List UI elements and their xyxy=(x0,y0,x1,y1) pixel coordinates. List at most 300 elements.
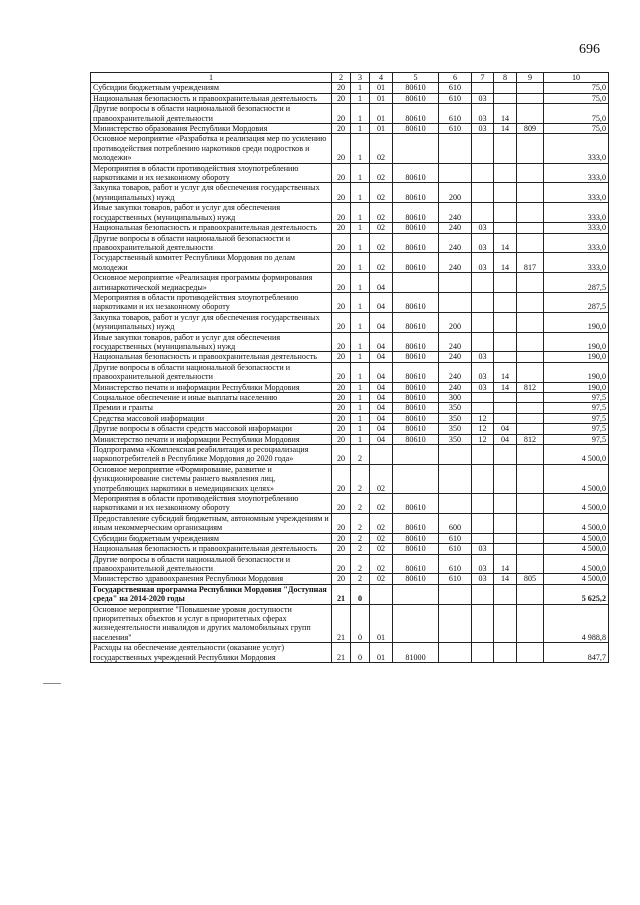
column-header: 4 xyxy=(370,73,393,83)
subdivision-code-cell xyxy=(494,533,517,543)
section-code-cell: 20 xyxy=(332,312,351,332)
target-code-cell: 80610 xyxy=(393,163,439,183)
division-code-cell: 03 xyxy=(472,104,494,124)
amount-cell: 190,0 xyxy=(544,382,609,392)
section-code-cell: 20 xyxy=(332,332,351,352)
subdivision-code-cell: 14 xyxy=(494,554,517,574)
subdivision-code-cell xyxy=(494,134,517,163)
expense-type-cell xyxy=(439,494,472,514)
division-code-cell: 03 xyxy=(472,544,494,554)
amount-cell: 190,0 xyxy=(544,332,609,352)
ministry-code-cell xyxy=(517,533,544,543)
division-code-cell: 12 xyxy=(472,434,494,444)
target-code-cell xyxy=(393,604,439,643)
expense-type-cell: 610 xyxy=(439,124,472,134)
subdivision-code-cell xyxy=(494,163,517,183)
expense-type-cell: 610 xyxy=(439,574,472,584)
table-row xyxy=(91,554,609,574)
column-header: 6 xyxy=(439,73,472,83)
ministry-code-cell xyxy=(517,312,544,332)
table-row xyxy=(91,273,609,293)
section-code-cell: 20 xyxy=(332,445,351,465)
table-row xyxy=(91,584,609,604)
item-name-cell: Министерство печати и информации Республики Мордовия xyxy=(91,434,332,444)
amount-cell: 287,5 xyxy=(544,273,609,293)
target-code-cell: 80610 xyxy=(393,292,439,312)
item-name-cell: Другие вопросы в области национальной безопасности и правоохранительной деятельности xyxy=(91,233,332,253)
column-header: 1 xyxy=(91,73,332,83)
target-code-cell: 80610 xyxy=(393,434,439,444)
margin-mark xyxy=(43,683,61,684)
target-code-cell xyxy=(393,273,439,293)
division-code-cell: 03 xyxy=(472,124,494,134)
division-code-cell: 03 xyxy=(472,233,494,253)
subdivision-code-cell: 04 xyxy=(494,434,517,444)
section-code-cell: 20 xyxy=(332,403,351,413)
expense-type-cell: 610 xyxy=(439,554,472,574)
target-code-cell: 80610 xyxy=(393,104,439,124)
expense-type-cell: 350 xyxy=(439,434,472,444)
division-code-cell xyxy=(472,403,494,413)
amount-cell: 190,0 xyxy=(544,312,609,332)
table-header-row xyxy=(91,73,609,83)
subdivision-code-cell xyxy=(494,223,517,233)
target-code-cell: 80610 xyxy=(393,352,439,362)
item-code-cell: 02 xyxy=(370,163,393,183)
expense-type-cell xyxy=(439,273,472,293)
ministry-code-cell xyxy=(517,544,544,554)
item-code-cell: 02 xyxy=(370,494,393,514)
ministry-code-cell xyxy=(517,445,544,465)
table-row xyxy=(91,604,609,643)
item-name-cell: Основное мероприятие "Повышение уровня доступности приоритетных объектов и услуг в приоритетных сферах жизнедеятельности инвалидов и других маломобильных групп населения" xyxy=(91,604,332,643)
item-name-cell: Другие вопросы в области национальной безопасности и правоохранительной деятельности xyxy=(91,554,332,574)
expense-type-cell: 240 xyxy=(439,382,472,392)
ministry-code-cell: 817 xyxy=(517,253,544,273)
expense-type-cell xyxy=(439,292,472,312)
ministry-code-cell xyxy=(517,93,544,103)
target-code-cell: 80610 xyxy=(393,253,439,273)
ministry-code-cell xyxy=(517,554,544,574)
subdivision-code-cell xyxy=(494,93,517,103)
section-code-cell: 20 xyxy=(332,352,351,362)
amount-cell: 4 500,0 xyxy=(544,464,609,493)
section-code-cell: 20 xyxy=(332,203,351,223)
expense-type-cell xyxy=(439,134,472,163)
subsection-code-cell: 2 xyxy=(351,574,370,584)
section-code-cell: 20 xyxy=(332,104,351,124)
division-code-cell xyxy=(472,134,494,163)
subdivision-code-cell xyxy=(494,584,517,604)
target-code-cell: 80610 xyxy=(393,312,439,332)
ministry-code-cell xyxy=(517,352,544,362)
section-code-cell: 20 xyxy=(332,163,351,183)
expense-type-cell: 350 xyxy=(439,403,472,413)
target-code-cell: 80610 xyxy=(393,332,439,352)
subdivision-code-cell xyxy=(494,544,517,554)
section-code-cell: 20 xyxy=(332,464,351,493)
item-name-cell: Государственная программа Республики Мордовия "Доступная среда" на 2014-2020 годы xyxy=(91,584,332,604)
item-code-cell: 04 xyxy=(370,312,393,332)
section-code-cell: 20 xyxy=(332,233,351,253)
ministry-code-cell xyxy=(517,332,544,352)
ministry-code-cell xyxy=(517,233,544,253)
item-code-cell: 02 xyxy=(370,533,393,543)
item-name-cell: Другие вопросы в области средств массовой информации xyxy=(91,424,332,434)
item-name-cell: Иные закупки товаров, работ и услуг для обеспечения государственных (муниципальных) нужд xyxy=(91,203,332,223)
item-name-cell: Предоставление субсидий бюджетным, автономным учреждениям и иным некоммерческим организациям xyxy=(91,513,332,533)
subsection-code-cell: 1 xyxy=(351,203,370,223)
subsection-code-cell: 1 xyxy=(351,403,370,413)
item-name-cell: Основное мероприятие «Формирование, развитие и функционирование системы раннего выявления лиц, употребляющих наркотики в немедицинских целях» xyxy=(91,464,332,493)
amount-cell: 4 500,0 xyxy=(544,544,609,554)
ministry-code-cell xyxy=(517,604,544,643)
item-code-cell: 02 xyxy=(370,554,393,574)
amount-cell: 847,7 xyxy=(544,643,609,663)
item-name-cell: Министерство образования Республики Мордовия xyxy=(91,124,332,134)
item-code-cell: 02 xyxy=(370,253,393,273)
expense-type-cell: 610 xyxy=(439,544,472,554)
division-code-cell: 03 xyxy=(472,93,494,103)
ministry-code-cell xyxy=(517,393,544,403)
table-row xyxy=(91,494,609,514)
division-code-cell: 03 xyxy=(472,554,494,574)
amount-cell: 333,0 xyxy=(544,163,609,183)
division-code-cell xyxy=(472,163,494,183)
target-code-cell: 80610 xyxy=(393,403,439,413)
section-code-cell: 20 xyxy=(332,413,351,423)
subdivision-code-cell xyxy=(494,464,517,493)
column-header: 7 xyxy=(472,73,494,83)
subsection-code-cell: 1 xyxy=(351,183,370,203)
subdivision-code-cell xyxy=(494,413,517,423)
table-row xyxy=(91,183,609,203)
subdivision-code-cell xyxy=(494,83,517,93)
division-code-cell xyxy=(472,584,494,604)
section-code-cell: 20 xyxy=(332,124,351,134)
ministry-code-cell xyxy=(517,413,544,423)
amount-cell: 333,0 xyxy=(544,253,609,273)
target-code-cell: 80610 xyxy=(393,393,439,403)
subsection-code-cell: 1 xyxy=(351,434,370,444)
subdivision-code-cell: 14 xyxy=(494,233,517,253)
subdivision-code-cell: 14 xyxy=(494,124,517,134)
subdivision-code-cell xyxy=(494,643,517,663)
amount-cell: 75,0 xyxy=(544,104,609,124)
division-code-cell: 03 xyxy=(472,574,494,584)
item-name-cell: Основное мероприятие «Реализация программы формирования антинаркотической медиасреды» xyxy=(91,273,332,293)
table-row xyxy=(91,413,609,423)
table-row xyxy=(91,643,609,663)
subdivision-code-cell: 04 xyxy=(494,424,517,434)
section-code-cell: 20 xyxy=(332,362,351,382)
table-row xyxy=(91,424,609,434)
subsection-code-cell: 1 xyxy=(351,93,370,103)
item-name-cell: Субсидии бюджетным учреждениям xyxy=(91,533,332,543)
subdivision-code-cell xyxy=(494,393,517,403)
section-code-cell: 20 xyxy=(332,93,351,103)
subsection-code-cell: 1 xyxy=(351,393,370,403)
target-code-cell: 80610 xyxy=(393,554,439,574)
table-row xyxy=(91,233,609,253)
item-code-cell: 04 xyxy=(370,413,393,423)
expense-type-cell: 610 xyxy=(439,104,472,124)
section-code-cell: 20 xyxy=(332,424,351,434)
target-code-cell: 80610 xyxy=(393,362,439,382)
subdivision-code-cell xyxy=(494,273,517,293)
target-code-cell: 80610 xyxy=(393,424,439,434)
division-code-cell: 12 xyxy=(472,413,494,423)
section-code-cell: 20 xyxy=(332,393,351,403)
item-name-cell: Национальная безопасность и правоохранительная деятельность xyxy=(91,352,332,362)
amount-cell: 333,0 xyxy=(544,134,609,163)
expense-type-cell: 200 xyxy=(439,312,472,332)
ministry-code-cell: 805 xyxy=(517,574,544,584)
item-name-cell: Министерство здравоохранения Республики Мордовия xyxy=(91,574,332,584)
subsection-code-cell: 1 xyxy=(351,382,370,392)
division-code-cell xyxy=(472,445,494,465)
subdivision-code-cell: 14 xyxy=(494,253,517,273)
ministry-code-cell xyxy=(517,424,544,434)
column-header: 9 xyxy=(517,73,544,83)
ministry-code-cell xyxy=(517,494,544,514)
target-code-cell: 80610 xyxy=(393,533,439,543)
item-name-cell: Основное мероприятие «Разработка и реализация мер по усилению противодействия потреблению наркотиков среди подростков и молодежи» xyxy=(91,134,332,163)
subdivision-code-cell: 14 xyxy=(494,382,517,392)
item-code-cell: 01 xyxy=(370,93,393,103)
subsection-code-cell: 2 xyxy=(351,513,370,533)
amount-cell: 333,0 xyxy=(544,183,609,203)
table-row xyxy=(91,544,609,554)
item-name-cell: Закупка товаров, работ и услуг для обеспечения государственных (муниципальных) нужд xyxy=(91,312,332,332)
subsection-code-cell: 1 xyxy=(351,413,370,423)
expense-type-cell: 610 xyxy=(439,93,472,103)
expense-type-cell: 240 xyxy=(439,362,472,382)
subsection-code-cell: 1 xyxy=(351,83,370,93)
table-row xyxy=(91,464,609,493)
subdivision-code-cell xyxy=(494,312,517,332)
section-code-cell: 20 xyxy=(332,494,351,514)
section-code-cell: 20 xyxy=(332,83,351,93)
amount-cell: 333,0 xyxy=(544,203,609,223)
item-code-cell: 04 xyxy=(370,273,393,293)
table-row xyxy=(91,362,609,382)
column-header: 2 xyxy=(332,73,351,83)
item-code-cell: 01 xyxy=(370,83,393,93)
amount-cell: 190,0 xyxy=(544,352,609,362)
amount-cell: 97,5 xyxy=(544,413,609,423)
section-code-cell: 20 xyxy=(332,253,351,273)
target-code-cell: 80610 xyxy=(393,544,439,554)
expense-type-cell: 240 xyxy=(439,233,472,253)
expense-type-cell xyxy=(439,584,472,604)
item-code-cell: 04 xyxy=(370,352,393,362)
expense-type-cell: 240 xyxy=(439,332,472,352)
subsection-code-cell: 1 xyxy=(351,223,370,233)
ministry-code-cell xyxy=(517,403,544,413)
subsection-code-cell: 1 xyxy=(351,362,370,382)
section-code-cell: 20 xyxy=(332,134,351,163)
subsection-code-cell: 2 xyxy=(351,494,370,514)
division-code-cell xyxy=(472,273,494,293)
item-name-cell: Мероприятия в области противодействия злоупотреблению наркотиками и их незаконному обороту xyxy=(91,494,332,514)
table-row xyxy=(91,574,609,584)
table-row xyxy=(91,83,609,93)
subdivision-code-cell xyxy=(494,292,517,312)
item-code-cell: 04 xyxy=(370,393,393,403)
table-row xyxy=(91,312,609,332)
division-code-cell xyxy=(472,604,494,643)
subdivision-code-cell xyxy=(494,494,517,514)
subdivision-code-cell: 14 xyxy=(494,104,517,124)
ministry-code-cell xyxy=(517,203,544,223)
item-code-cell: 04 xyxy=(370,382,393,392)
amount-cell: 5 625,2 xyxy=(544,584,609,604)
column-header: 5 xyxy=(393,73,439,83)
table-body xyxy=(91,83,609,663)
amount-cell: 97,5 xyxy=(544,403,609,413)
subsection-code-cell: 2 xyxy=(351,554,370,574)
expense-type-cell: 200 xyxy=(439,183,472,203)
page-number: 696 xyxy=(579,42,600,57)
division-code-cell xyxy=(472,292,494,312)
division-code-cell xyxy=(472,83,494,93)
expense-type-cell xyxy=(439,604,472,643)
item-code-cell: 02 xyxy=(370,183,393,203)
target-code-cell: 80610 xyxy=(393,513,439,533)
section-code-cell: 20 xyxy=(332,292,351,312)
section-code-cell: 20 xyxy=(332,223,351,233)
amount-cell: 4 988,8 xyxy=(544,604,609,643)
item-name-cell: Национальная безопасность и правоохранительная деятельность xyxy=(91,544,332,554)
expense-type-cell: 610 xyxy=(439,533,472,543)
ministry-code-cell xyxy=(517,83,544,93)
item-name-cell: Другие вопросы в области национальной безопасности и правоохранительной деятельности xyxy=(91,362,332,382)
expense-type-cell: 240 xyxy=(439,253,472,273)
item-name-cell: Расходы на обеспечение деятельности (оказание услуг) государственных учреждений Республики Мордовия xyxy=(91,643,332,663)
item-code-cell: 02 xyxy=(370,233,393,253)
division-code-cell xyxy=(472,183,494,203)
section-code-cell: 21 xyxy=(332,643,351,663)
item-name-cell: Мероприятия в области противодействия злоупотреблению наркотиками и их незаконному обороту xyxy=(91,163,332,183)
expense-type-cell: 600 xyxy=(439,513,472,533)
division-code-cell xyxy=(472,643,494,663)
section-code-cell: 20 xyxy=(332,513,351,533)
ministry-code-cell xyxy=(517,223,544,233)
subsection-code-cell: 1 xyxy=(351,352,370,362)
target-code-cell xyxy=(393,445,439,465)
target-code-cell xyxy=(393,134,439,163)
section-code-cell: 20 xyxy=(332,382,351,392)
item-code-cell: 02 xyxy=(370,203,393,223)
table-row xyxy=(91,434,609,444)
subsection-code-cell: 1 xyxy=(351,424,370,434)
expense-type-cell: 240 xyxy=(439,203,472,223)
item-code-cell: 01 xyxy=(370,124,393,134)
ministry-code-cell xyxy=(517,163,544,183)
column-header: 10 xyxy=(544,73,609,83)
ministry-code-cell xyxy=(517,104,544,124)
subsection-code-cell: 1 xyxy=(351,273,370,293)
expense-type-cell: 240 xyxy=(439,223,472,233)
amount-cell: 4 500,0 xyxy=(544,554,609,574)
target-code-cell: 80610 xyxy=(393,83,439,93)
amount-cell: 75,0 xyxy=(544,93,609,103)
section-code-cell: 20 xyxy=(332,533,351,543)
section-code-cell: 20 xyxy=(332,183,351,203)
ministry-code-cell: 812 xyxy=(517,382,544,392)
subsection-code-cell: 2 xyxy=(351,445,370,465)
expense-type-cell xyxy=(439,445,472,465)
item-code-cell xyxy=(370,584,393,604)
division-code-cell: 12 xyxy=(472,424,494,434)
amount-cell: 4 500,0 xyxy=(544,494,609,514)
table-row xyxy=(91,332,609,352)
subdivision-code-cell: 14 xyxy=(494,574,517,584)
section-code-cell: 20 xyxy=(332,544,351,554)
division-code-cell xyxy=(472,494,494,514)
amount-cell: 287,5 xyxy=(544,292,609,312)
section-code-cell: 20 xyxy=(332,273,351,293)
subsection-code-cell: 0 xyxy=(351,643,370,663)
division-code-cell xyxy=(472,513,494,533)
subsection-code-cell: 1 xyxy=(351,292,370,312)
target-code-cell: 80610 xyxy=(393,124,439,134)
amount-cell: 190,0 xyxy=(544,362,609,382)
table-row xyxy=(91,124,609,134)
amount-cell: 97,5 xyxy=(544,393,609,403)
subsection-code-cell: 0 xyxy=(351,604,370,643)
ministry-code-cell xyxy=(517,183,544,203)
target-code-cell: 80610 xyxy=(393,223,439,233)
subdivision-code-cell xyxy=(494,604,517,643)
ministry-code-cell xyxy=(517,643,544,663)
division-code-cell: 03 xyxy=(472,223,494,233)
subdivision-code-cell xyxy=(494,513,517,533)
subsection-code-cell: 2 xyxy=(351,533,370,543)
item-code-cell: 02 xyxy=(370,134,393,163)
item-name-cell: Иные закупки товаров, работ и услуг для обеспечения государственных (муниципальных) нужд xyxy=(91,332,332,352)
expense-type-cell: 350 xyxy=(439,424,472,434)
table-row xyxy=(91,513,609,533)
target-code-cell: 80610 xyxy=(393,574,439,584)
item-code-cell: 04 xyxy=(370,403,393,413)
target-code-cell: 80610 xyxy=(393,233,439,253)
division-code-cell xyxy=(472,393,494,403)
table-row xyxy=(91,445,609,465)
item-name-cell: Другие вопросы в области национальной безопасности и правоохранительной деятельности xyxy=(91,104,332,124)
subdivision-code-cell: 14 xyxy=(494,362,517,382)
amount-cell: 333,0 xyxy=(544,233,609,253)
item-name-cell: Закупка товаров, работ и услуг для обеспечения государственных (муниципальных) нужд xyxy=(91,183,332,203)
item-name-cell: Подпрограмма «Комплексная реабилитация и ресоциализация наркопотребителей в Республике Мордовия до 2020 года» xyxy=(91,445,332,465)
subsection-code-cell: 1 xyxy=(351,233,370,253)
ministry-code-cell xyxy=(517,292,544,312)
item-code-cell: 02 xyxy=(370,574,393,584)
table-row xyxy=(91,104,609,124)
target-code-cell: 80610 xyxy=(393,382,439,392)
amount-cell: 4 500,0 xyxy=(544,574,609,584)
subdivision-code-cell xyxy=(494,403,517,413)
division-code-cell: 03 xyxy=(472,253,494,273)
item-name-cell: Социальное обеспечение и иные выплаты населению xyxy=(91,393,332,403)
expense-type-cell xyxy=(439,464,472,493)
expense-type-cell xyxy=(439,163,472,183)
item-name-cell: Государственный комитет Республики Мордовия по делам молодежи xyxy=(91,253,332,273)
item-name-cell: Средства массовой информации xyxy=(91,413,332,423)
item-code-cell: 04 xyxy=(370,292,393,312)
ministry-code-cell: 812 xyxy=(517,434,544,444)
